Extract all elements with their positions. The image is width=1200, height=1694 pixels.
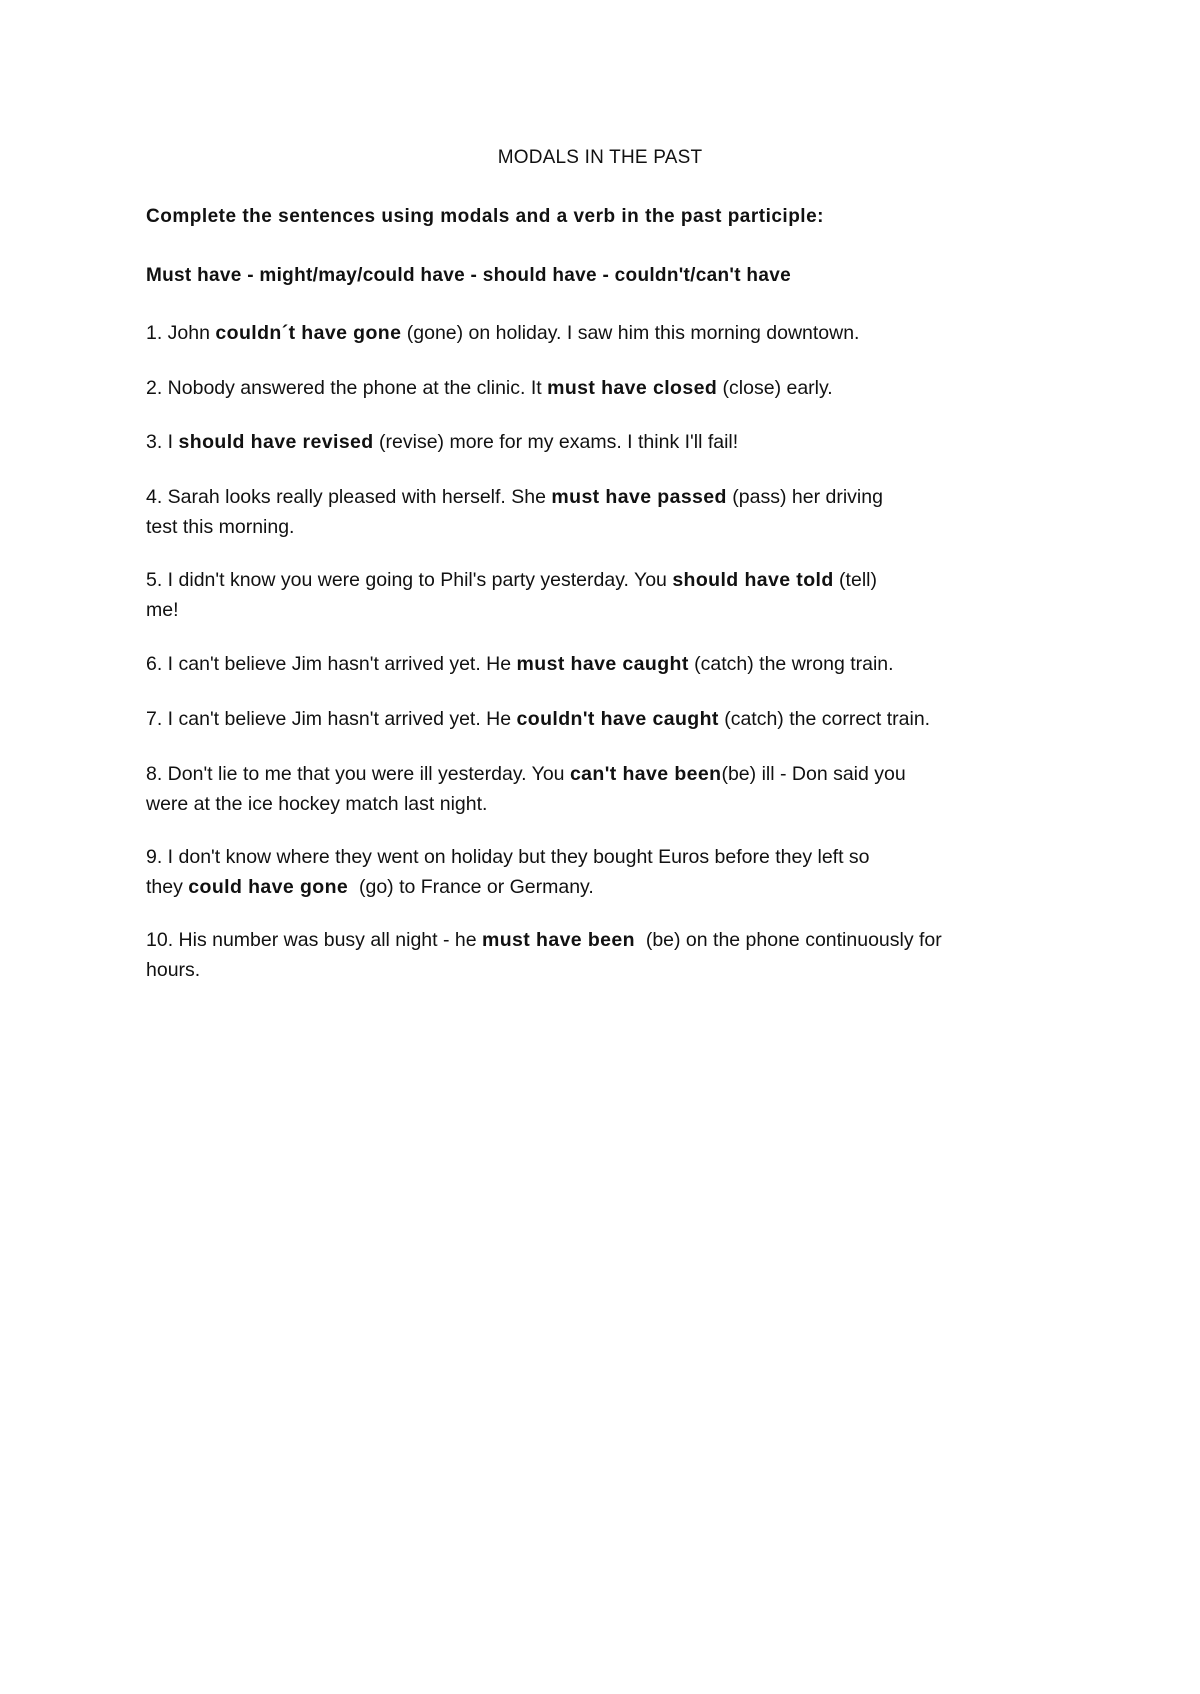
sentence-text: 10. His number was busy all night - he	[146, 929, 482, 951]
exercise-item-8	[146, 760, 1066, 819]
sentence-text: (close) early.	[717, 377, 833, 399]
sentence-text: 7. I can't believe Jim hasn't arrived yet. He	[146, 708, 517, 730]
answer-text: should have revised	[178, 431, 374, 453]
sentence-text: (gone) on holiday. I saw him this morning downtown.	[401, 322, 860, 344]
exercise-item-4	[146, 483, 1066, 542]
sentence-text: (revise) more for my exams. I think I'll fail!	[373, 431, 739, 453]
exercise-line	[146, 596, 1066, 626]
sentence-text: 5. I didn't know you were going to Phil's party yesterday. You	[146, 569, 673, 591]
exercise-item-7	[146, 705, 1066, 735]
sentence-text: were at the ice hockey match last night.	[146, 792, 488, 815]
sentence-text: test this morning.	[146, 515, 295, 538]
exercise-line	[146, 566, 1066, 596]
exercise-line	[146, 760, 1066, 790]
exercise-line	[146, 428, 1066, 458]
instructions: Complete the sentences using modals and a verb in the past participle:	[146, 206, 824, 227]
sentence-text: they	[146, 875, 189, 898]
sentence-text: (pass) her driving	[726, 486, 883, 508]
sentence-text: 8. Don't lie to me that you were ill yesterday. You	[146, 763, 570, 785]
answer-text: couldn't have caught	[516, 708, 719, 730]
answer-text: could have gone	[188, 875, 349, 898]
answer-text: can't have been	[569, 763, 722, 785]
exercise-line	[146, 374, 1066, 404]
answer-text: must have caught	[516, 653, 689, 675]
sentence-text: (tell)	[833, 569, 877, 591]
exercise-item-1	[146, 319, 1066, 349]
exercise-item-10	[146, 926, 1066, 985]
exercise-line	[146, 926, 1066, 956]
sentence-text: (catch) the correct train.	[718, 708, 931, 730]
exercise-item-3	[146, 428, 1066, 458]
answer-text: must have closed	[547, 377, 718, 399]
sentence-text: 9. I don't know where they went on holiday but they bought Euros before they left so	[146, 846, 870, 868]
exercise-line	[146, 705, 1066, 735]
exercise-line	[146, 790, 1066, 820]
sentence-text: (catch) the wrong train.	[688, 653, 894, 675]
sentence-text: (go) to France or Germany.	[348, 875, 594, 898]
answer-text: couldn´t have gone	[215, 322, 402, 344]
exercise-line	[146, 843, 1066, 873]
exercise-line	[146, 513, 1066, 543]
exercise-line	[146, 650, 1066, 680]
exercise-line	[146, 319, 1066, 349]
exercise-item-5	[146, 566, 1066, 625]
sentence-text: 6. I can't believe Jim hasn't arrived yet. He	[146, 653, 517, 675]
exercise-line	[146, 483, 1066, 513]
exercise-line	[146, 873, 1066, 903]
sentence-text: 1. John	[146, 322, 216, 344]
sentence-text: 4. Sarah looks really pleased with herself. She	[146, 486, 552, 508]
answer-text: should have told	[672, 569, 834, 591]
sentence-text: hours.	[146, 958, 201, 981]
sentence-text: (be) on the phone continuously for	[634, 929, 942, 951]
page-title: MODALS IN THE PAST	[497, 147, 703, 168]
exercise-item-9	[146, 843, 1066, 902]
exercise-item-2	[146, 374, 1066, 404]
sentence-text: me!	[146, 598, 179, 621]
exercise-line	[146, 956, 1066, 986]
exercise-item-6	[146, 650, 1066, 680]
sentence-text: 2. Nobody answered the phone at the clinic. It	[146, 377, 548, 399]
answer-text: must have passed	[551, 486, 727, 508]
sentence-text: (be) ill - Don said you	[721, 763, 906, 785]
word-bank: Must have - might/may/could have - should have - couldn't/can't have	[146, 265, 791, 286]
sentence-text: 3. I	[146, 431, 179, 453]
answer-text: must have been	[482, 929, 635, 951]
